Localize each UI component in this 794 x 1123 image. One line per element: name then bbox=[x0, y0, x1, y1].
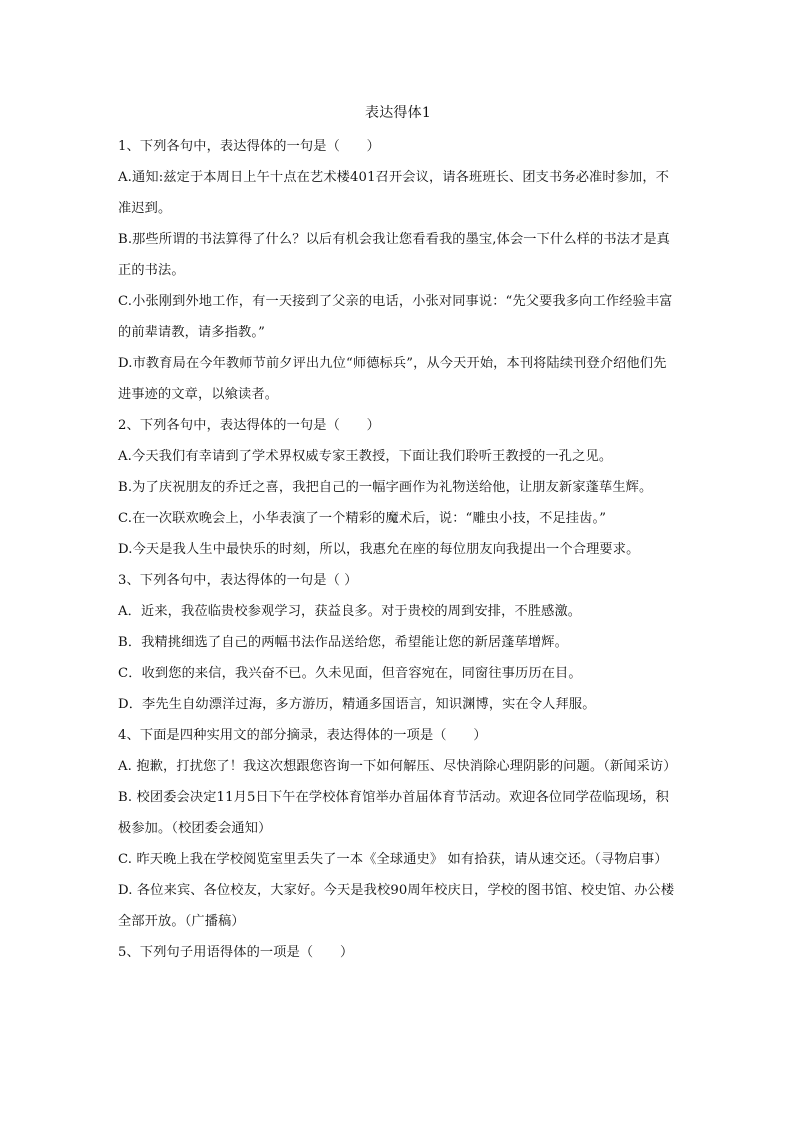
question-3-option-b: B．我精挑细选了自己的两幅书法作品送给您，希望能让您的新居蓬荜增辉。 bbox=[118, 635, 568, 650]
question-1-option-d: D.市教育局在今年教师节前夕评出九位“师德标兵”，从今天开始，本刊将陆续刊登介绍他们先进事迹的文章，以飨读者。 bbox=[118, 356, 667, 402]
question-2-option-b: B.为了庆祝朋友的乔迁之喜，我把自己的一幅字画作为礼物送给他，让朋友新家蓬荜生辉。 bbox=[118, 480, 653, 495]
question-1-stem: 1、下列各句中，表达得体的一句是（ ） bbox=[118, 139, 380, 154]
question-5-stem: 5、下列句子用语得体的一项是（ ） bbox=[118, 945, 354, 960]
question-1-option-c: C.小张刚到外地工作，有一天接到了父亲的电话，小张对同事说：“先父要我多向工作经验丰富的前辈请教，请多指教。” bbox=[118, 294, 673, 340]
document-title: 表达得体1 bbox=[365, 105, 431, 121]
question-4-option-a: A. 抱歉，打扰您了！我这次想跟您咨询一下如何解压、尽快消除心理阴影的问题。（新闻采访） bbox=[118, 759, 677, 774]
question-1-option-a: A.通知:兹定于本周日上午十点在艺术楼401召开会议，请各班班长、团支书务必准时参加，不准迟到。 bbox=[118, 170, 670, 216]
question-2-stem: 2、下列各句中，表达得体的一句是（ ） bbox=[118, 418, 380, 433]
question-2-option-d: D.今天是我人生中最快乐的时刻，所以，我惠允在座的每位朋友向我提出一个合理要求。 bbox=[118, 542, 640, 557]
question-3-stem: 3、下列各句中，表达得体的一句是（ ） bbox=[118, 573, 358, 588]
question-4-option-b: B. 校团委会决定11月5日下午在学校体育馆举办首届体育节活动。欢迎各位同学莅临现场，积极参加。（校团委会通知） bbox=[118, 790, 669, 836]
question-4-option-c: C. 昨天晚上我在学校阅览室里丢失了一本《全球通史》 如有拾获，请从速交还。（寻物启事） bbox=[118, 852, 668, 867]
question-4-stem: 4、下面是四种实用文的部分摘录，表达得体的一项是（ ） bbox=[118, 728, 487, 743]
question-1-option-b: B.那些所谓的书法算得了什么？以后有机会我让您看看我的墨宝,体会一下什么样的书法才是真正的书法。 bbox=[118, 232, 671, 278]
question-3-option-d: D．李先生自幼漂洋过海，多方游历，精通多国语言，知识渊博，实在令人拜服。 bbox=[118, 697, 596, 712]
question-3-option-a: A．近来，我莅临贵校参观学习，获益良多。对于贵校的周到安排，不胜感激。 bbox=[118, 604, 582, 619]
question-2-option-a: A.今天我们有幸请到了学术界权威专家王教授，下面让我们聆听王教授的一孔之见。 bbox=[118, 449, 613, 464]
question-4-option-d: D. 各位来宾、各位校友，大家好。今天是我校90周年校庆日，学校的图书馆、校史馆、办公楼全部开放。（广播稿） bbox=[118, 883, 675, 929]
question-3-option-c: C．收到您的来信，我兴奋不已。久未见面，但音容宛在，同窗往事历历在目。 bbox=[118, 666, 582, 681]
question-2-option-c: C.在一次联欢晚会上，小华表演了一个精彩的魔术后，说：“雕虫小技，不足挂齿。” bbox=[118, 511, 607, 526]
document-content bbox=[118, 101, 678, 968]
